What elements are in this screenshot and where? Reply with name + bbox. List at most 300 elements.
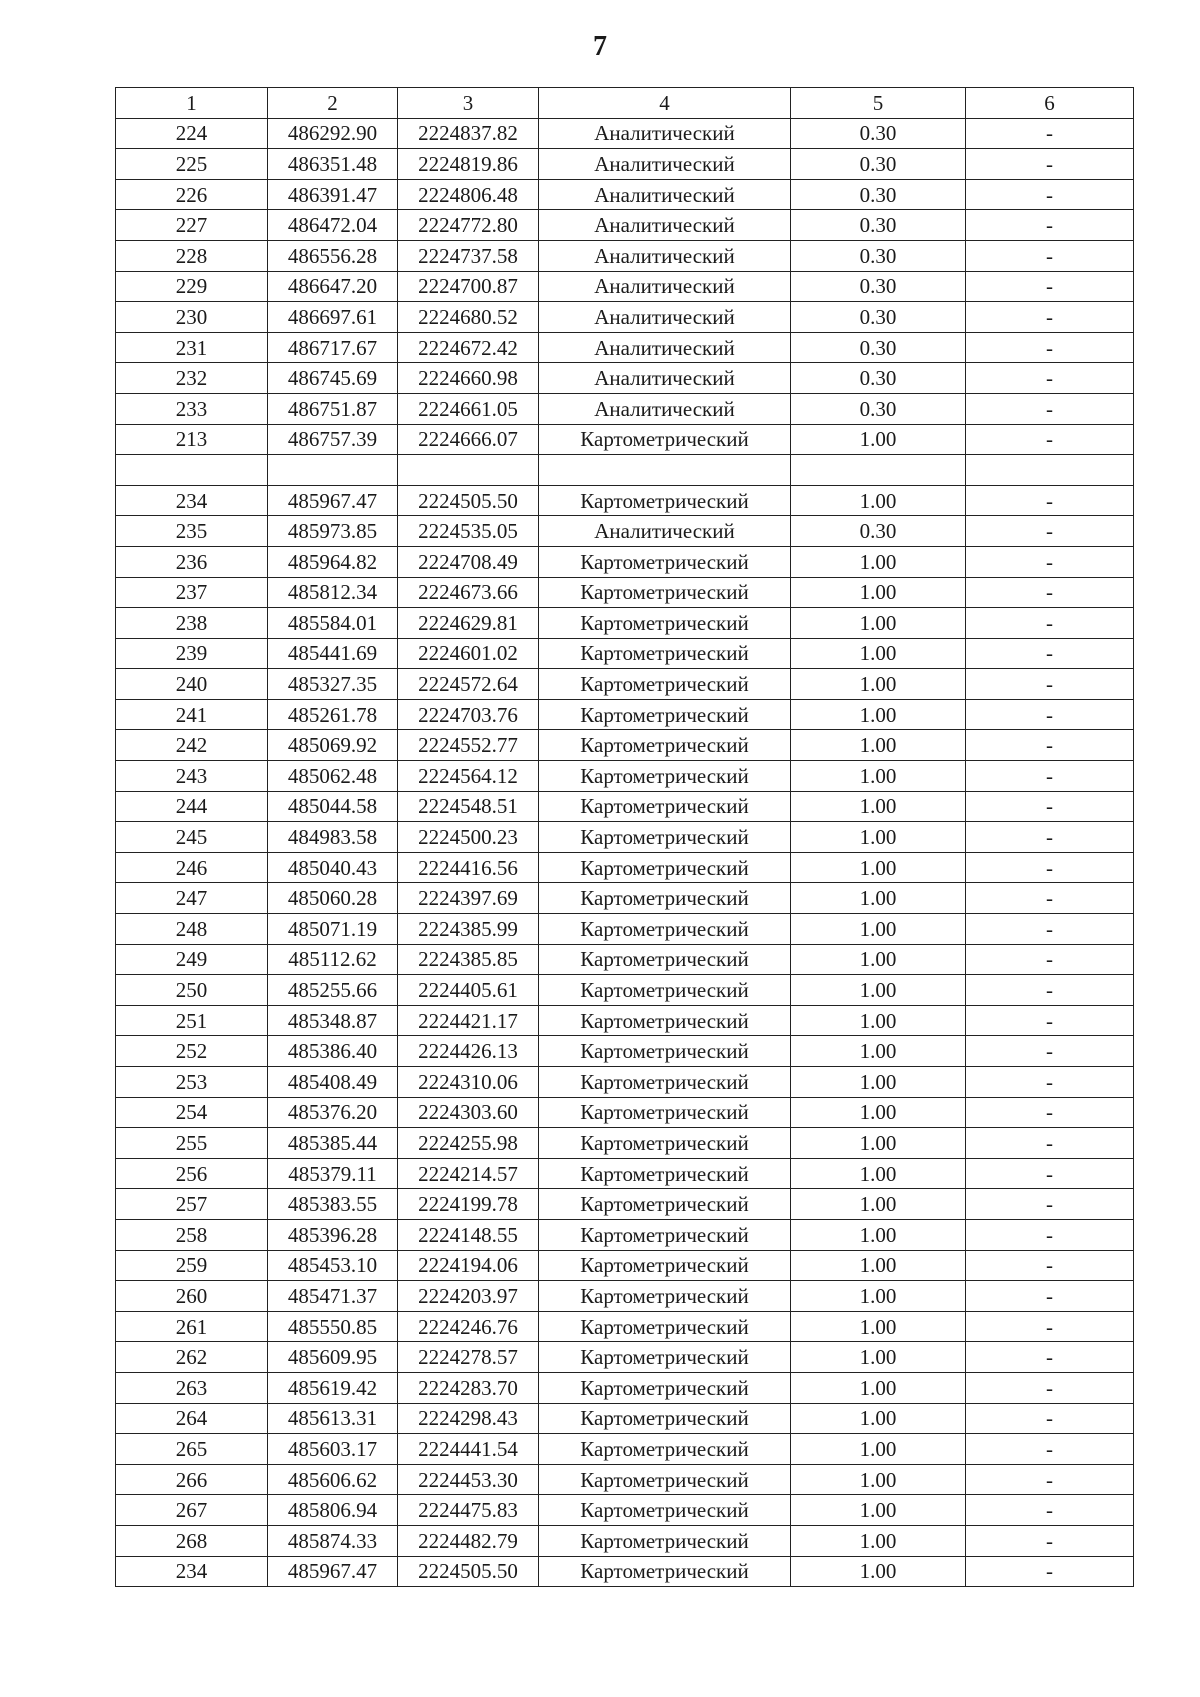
- table-row: [116, 118, 1134, 149]
- point-number-cell: 233: [116, 393, 268, 424]
- method-cell: Картометрический: [539, 1067, 791, 1098]
- accuracy-cell: 0.30: [791, 516, 966, 547]
- table-row: [116, 608, 1134, 639]
- y-coordinate-cell: 2224819.86: [398, 149, 539, 180]
- y-coordinate-cell: 2224255.98: [398, 1128, 539, 1159]
- point-number-cell: 241: [116, 699, 268, 730]
- accuracy-cell: 1.00: [791, 1525, 966, 1556]
- method-cell: Картометрический: [539, 975, 791, 1006]
- method-cell: Аналитический: [539, 271, 791, 302]
- note-cell: -: [966, 669, 1134, 700]
- x-coordinate-cell: 485386.40: [268, 1036, 398, 1067]
- note-cell: -: [966, 332, 1134, 363]
- accuracy-cell: 1.00: [791, 1005, 966, 1036]
- y-coordinate-cell: 2224564.12: [398, 761, 539, 792]
- point-number-cell: 262: [116, 1342, 268, 1373]
- note-cell: -: [966, 1189, 1134, 1220]
- accuracy-cell: 1.00: [791, 1311, 966, 1342]
- x-coordinate-cell: 485112.62: [268, 944, 398, 975]
- method-cell: Картометрический: [539, 485, 791, 516]
- y-coordinate-cell: 2224214.57: [398, 1158, 539, 1189]
- note-cell: -: [966, 822, 1134, 853]
- accuracy-cell: 1.00: [791, 485, 966, 516]
- table-row: [116, 179, 1134, 210]
- note-cell: -: [966, 1067, 1134, 1098]
- accuracy-cell: 0.30: [791, 210, 966, 241]
- y-coordinate-cell: 2224700.87: [398, 271, 539, 302]
- note-cell: -: [966, 424, 1134, 455]
- accuracy-cell: 0.30: [791, 179, 966, 210]
- method-cell: Картометрический: [539, 1434, 791, 1465]
- table-row: [116, 1403, 1134, 1434]
- point-number-cell: 266: [116, 1464, 268, 1495]
- accuracy-cell: 1.00: [791, 608, 966, 639]
- accuracy-cell: 0.30: [791, 302, 966, 333]
- method-cell: Аналитический: [539, 332, 791, 363]
- method-cell: Картометрический: [539, 1097, 791, 1128]
- table-row: [116, 1281, 1134, 1312]
- table-row: [116, 149, 1134, 180]
- accuracy-cell: [791, 455, 966, 486]
- x-coordinate-cell: 485071.19: [268, 914, 398, 945]
- note-cell: -: [966, 1434, 1134, 1465]
- y-coordinate-cell: 2224303.60: [398, 1097, 539, 1128]
- note-cell: -: [966, 118, 1134, 149]
- method-cell: Картометрический: [539, 669, 791, 700]
- point-number-cell: 238: [116, 608, 268, 639]
- method-cell: Аналитический: [539, 393, 791, 424]
- x-coordinate-cell: 486472.04: [268, 210, 398, 241]
- note-cell: -: [966, 302, 1134, 333]
- accuracy-cell: 0.30: [791, 393, 966, 424]
- accuracy-cell: 1.00: [791, 1281, 966, 1312]
- point-number-cell: 255: [116, 1128, 268, 1159]
- note-cell: -: [966, 363, 1134, 394]
- table-row: [116, 1434, 1134, 1465]
- point-number-cell: 224: [116, 118, 268, 149]
- table-row: [116, 1250, 1134, 1281]
- y-coordinate-cell: 2224572.64: [398, 669, 539, 700]
- point-number-cell: 242: [116, 730, 268, 761]
- method-cell: Картометрический: [539, 852, 791, 883]
- x-coordinate-cell: 485385.44: [268, 1128, 398, 1159]
- accuracy-cell: 1.00: [791, 883, 966, 914]
- accuracy-cell: 1.00: [791, 1189, 966, 1220]
- note-cell: -: [966, 791, 1134, 822]
- note-cell: -: [966, 852, 1134, 883]
- point-number-cell: 237: [116, 577, 268, 608]
- accuracy-cell: 0.30: [791, 271, 966, 302]
- point-number-cell: 231: [116, 332, 268, 363]
- method-cell: Картометрический: [539, 638, 791, 669]
- point-number-cell: 239: [116, 638, 268, 669]
- method-cell: Картометрический: [539, 546, 791, 577]
- column-header-3: 3: [398, 88, 539, 119]
- note-cell: -: [966, 1005, 1134, 1036]
- method-cell: Картометрический: [539, 1036, 791, 1067]
- accuracy-cell: 1.00: [791, 1464, 966, 1495]
- table-row: [116, 363, 1134, 394]
- x-coordinate-cell: 485964.82: [268, 546, 398, 577]
- y-coordinate-cell: 2224416.56: [398, 852, 539, 883]
- method-cell: Аналитический: [539, 516, 791, 547]
- note-cell: -: [966, 608, 1134, 639]
- table-row: [116, 883, 1134, 914]
- x-coordinate-cell: 485408.49: [268, 1067, 398, 1098]
- y-coordinate-cell: 2224806.48: [398, 179, 539, 210]
- note-cell: -: [966, 1556, 1134, 1587]
- x-coordinate-cell: 485471.37: [268, 1281, 398, 1312]
- x-coordinate-cell: 486757.39: [268, 424, 398, 455]
- table-row: [116, 577, 1134, 608]
- note-cell: -: [966, 516, 1134, 547]
- method-cell: Картометрический: [539, 1342, 791, 1373]
- accuracy-cell: 1.00: [791, 1036, 966, 1067]
- table-row: [116, 638, 1134, 669]
- table-row: [116, 1158, 1134, 1189]
- note-cell: -: [966, 1128, 1134, 1159]
- y-coordinate-cell: 2224310.06: [398, 1067, 539, 1098]
- x-coordinate-cell: 485874.33: [268, 1525, 398, 1556]
- y-coordinate-cell: 2224148.55: [398, 1219, 539, 1250]
- x-coordinate-cell: 485550.85: [268, 1311, 398, 1342]
- y-coordinate-cell: 2224246.76: [398, 1311, 539, 1342]
- x-coordinate-cell: 485619.42: [268, 1372, 398, 1403]
- table-body: [116, 118, 1134, 1587]
- method-cell: Картометрический: [539, 1128, 791, 1159]
- table-header-row: [116, 88, 1134, 119]
- method-cell: Картометрический: [539, 883, 791, 914]
- x-coordinate-cell: 485806.94: [268, 1495, 398, 1526]
- table-row: [116, 1128, 1134, 1159]
- page-number: 7: [593, 31, 607, 62]
- y-coordinate-cell: 2224475.83: [398, 1495, 539, 1526]
- y-coordinate-cell: 2224482.79: [398, 1525, 539, 1556]
- x-coordinate-cell: 485603.17: [268, 1434, 398, 1465]
- x-coordinate-cell: 485044.58: [268, 791, 398, 822]
- x-coordinate-cell: 485584.01: [268, 608, 398, 639]
- x-coordinate-cell: 485261.78: [268, 699, 398, 730]
- y-coordinate-cell: 2224385.85: [398, 944, 539, 975]
- note-cell: -: [966, 149, 1134, 180]
- method-cell: Картометрический: [539, 1464, 791, 1495]
- method-cell: Картометрический: [539, 1189, 791, 1220]
- point-number-cell: 232: [116, 363, 268, 394]
- accuracy-cell: 1.00: [791, 1495, 966, 1526]
- point-number-cell: 261: [116, 1311, 268, 1342]
- x-coordinate-cell: [268, 455, 398, 486]
- x-coordinate-cell: 485060.28: [268, 883, 398, 914]
- accuracy-cell: 1.00: [791, 424, 966, 455]
- note-cell: -: [966, 975, 1134, 1006]
- table-row: [116, 975, 1134, 1006]
- table-row: [116, 1342, 1134, 1373]
- note-cell: -: [966, 914, 1134, 945]
- point-number-cell: 247: [116, 883, 268, 914]
- accuracy-cell: 0.30: [791, 149, 966, 180]
- accuracy-cell: 1.00: [791, 1219, 966, 1250]
- table-row: [116, 424, 1134, 455]
- point-number-cell: 235: [116, 516, 268, 547]
- x-coordinate-cell: 485383.55: [268, 1189, 398, 1220]
- method-cell: Аналитический: [539, 363, 791, 394]
- point-number-cell: 254: [116, 1097, 268, 1128]
- accuracy-cell: 1.00: [791, 577, 966, 608]
- point-number-cell: 234: [116, 485, 268, 516]
- column-header-1: 1: [116, 88, 268, 119]
- table-row: [116, 1464, 1134, 1495]
- method-cell: Картометрический: [539, 1250, 791, 1281]
- accuracy-cell: 0.30: [791, 363, 966, 394]
- column-header-5: 5: [791, 88, 966, 119]
- point-number-cell: 260: [116, 1281, 268, 1312]
- y-coordinate-cell: 2224278.57: [398, 1342, 539, 1373]
- point-number-cell: [116, 455, 268, 486]
- table-row: [116, 1525, 1134, 1556]
- accuracy-cell: 1.00: [791, 1342, 966, 1373]
- y-coordinate-cell: 2224535.05: [398, 516, 539, 547]
- x-coordinate-cell: 485255.66: [268, 975, 398, 1006]
- x-coordinate-cell: 485396.28: [268, 1219, 398, 1250]
- table-row: [116, 1495, 1134, 1526]
- note-cell: -: [966, 1372, 1134, 1403]
- table-row: [116, 1311, 1134, 1342]
- point-number-cell: 251: [116, 1005, 268, 1036]
- method-cell: [539, 455, 791, 486]
- accuracy-cell: 1.00: [791, 699, 966, 730]
- point-number-cell: 267: [116, 1495, 268, 1526]
- method-cell: Картометрический: [539, 608, 791, 639]
- x-coordinate-cell: 485069.92: [268, 730, 398, 761]
- x-coordinate-cell: 485348.87: [268, 1005, 398, 1036]
- point-number-cell: 268: [116, 1525, 268, 1556]
- column-header-4: 4: [539, 88, 791, 119]
- y-coordinate-cell: 2224298.43: [398, 1403, 539, 1434]
- table-row: [116, 393, 1134, 424]
- accuracy-cell: 0.30: [791, 118, 966, 149]
- method-cell: Картометрический: [539, 944, 791, 975]
- note-cell: -: [966, 1464, 1134, 1495]
- point-number-cell: 253: [116, 1067, 268, 1098]
- accuracy-cell: 1.00: [791, 1250, 966, 1281]
- y-coordinate-cell: [398, 455, 539, 486]
- table-row: [116, 1067, 1134, 1098]
- method-cell: Картометрический: [539, 424, 791, 455]
- y-coordinate-cell: 2224629.81: [398, 608, 539, 639]
- accuracy-cell: 1.00: [791, 730, 966, 761]
- table-row: [116, 944, 1134, 975]
- point-number-cell: 250: [116, 975, 268, 1006]
- x-coordinate-cell: 485441.69: [268, 638, 398, 669]
- point-number-cell: 259: [116, 1250, 268, 1281]
- table-row: [116, 240, 1134, 271]
- method-cell: Картометрический: [539, 577, 791, 608]
- y-coordinate-cell: 2224453.30: [398, 1464, 539, 1495]
- table-row: [116, 546, 1134, 577]
- table-row: [116, 669, 1134, 700]
- y-coordinate-cell: 2224666.07: [398, 424, 539, 455]
- x-coordinate-cell: 484983.58: [268, 822, 398, 853]
- point-number-cell: 258: [116, 1219, 268, 1250]
- x-coordinate-cell: 486391.47: [268, 179, 398, 210]
- note-cell: -: [966, 1250, 1134, 1281]
- x-coordinate-cell: 485062.48: [268, 761, 398, 792]
- table-row: [116, 1097, 1134, 1128]
- method-cell: Аналитический: [539, 240, 791, 271]
- table-row: [116, 699, 1134, 730]
- table-row: [116, 1036, 1134, 1067]
- point-number-cell: 264: [116, 1403, 268, 1434]
- table-row: [116, 1189, 1134, 1220]
- y-coordinate-cell: 2224283.70: [398, 1372, 539, 1403]
- point-number-cell: 263: [116, 1372, 268, 1403]
- accuracy-cell: 0.30: [791, 240, 966, 271]
- x-coordinate-cell: 485967.47: [268, 485, 398, 516]
- table-row: [116, 516, 1134, 547]
- note-cell: -: [966, 210, 1134, 241]
- y-coordinate-cell: 2224194.06: [398, 1250, 539, 1281]
- note-cell: -: [966, 546, 1134, 577]
- table-row: [116, 455, 1134, 486]
- x-coordinate-cell: 485379.11: [268, 1158, 398, 1189]
- method-cell: Аналитический: [539, 118, 791, 149]
- note-cell: -: [966, 1495, 1134, 1526]
- y-coordinate-cell: 2224703.76: [398, 699, 539, 730]
- accuracy-cell: 1.00: [791, 944, 966, 975]
- accuracy-cell: 1.00: [791, 761, 966, 792]
- accuracy-cell: 1.00: [791, 1158, 966, 1189]
- note-cell: -: [966, 883, 1134, 914]
- y-coordinate-cell: 2224203.97: [398, 1281, 539, 1312]
- note-cell: -: [966, 1281, 1134, 1312]
- accuracy-cell: 1.00: [791, 1372, 966, 1403]
- y-coordinate-cell: 2224837.82: [398, 118, 539, 149]
- point-number-cell: 229: [116, 271, 268, 302]
- point-number-cell: 228: [116, 240, 268, 271]
- x-coordinate-cell: 485606.62: [268, 1464, 398, 1495]
- note-cell: -: [966, 638, 1134, 669]
- accuracy-cell: 1.00: [791, 1128, 966, 1159]
- y-coordinate-cell: 2224385.99: [398, 914, 539, 945]
- note-cell: -: [966, 1525, 1134, 1556]
- method-cell: Картометрический: [539, 699, 791, 730]
- method-cell: Аналитический: [539, 210, 791, 241]
- table-row: [116, 1556, 1134, 1587]
- method-cell: Картометрический: [539, 1219, 791, 1250]
- accuracy-cell: 1.00: [791, 669, 966, 700]
- y-coordinate-cell: 2224548.51: [398, 791, 539, 822]
- x-coordinate-cell: 486292.90: [268, 118, 398, 149]
- y-coordinate-cell: 2224660.98: [398, 363, 539, 394]
- note-cell: -: [966, 1403, 1134, 1434]
- x-coordinate-cell: 485967.47: [268, 1556, 398, 1587]
- table-row: [116, 1005, 1134, 1036]
- point-number-cell: 213: [116, 424, 268, 455]
- table-row: [116, 485, 1134, 516]
- x-coordinate-cell: 486556.28: [268, 240, 398, 271]
- y-coordinate-cell: 2224708.49: [398, 546, 539, 577]
- note-cell: -: [966, 1311, 1134, 1342]
- column-header-6: 6: [966, 88, 1134, 119]
- x-coordinate-cell: 485327.35: [268, 669, 398, 700]
- y-coordinate-cell: 2224421.17: [398, 1005, 539, 1036]
- x-coordinate-cell: 486647.20: [268, 271, 398, 302]
- note-cell: -: [966, 1158, 1134, 1189]
- method-cell: Картометрический: [539, 1525, 791, 1556]
- point-number-cell: 245: [116, 822, 268, 853]
- table-row: [116, 822, 1134, 853]
- x-coordinate-cell: 486751.87: [268, 393, 398, 424]
- point-number-cell: 225: [116, 149, 268, 180]
- method-cell: Картометрический: [539, 1281, 791, 1312]
- method-cell: Картометрический: [539, 730, 791, 761]
- method-cell: Картометрический: [539, 1158, 791, 1189]
- method-cell: Аналитический: [539, 302, 791, 333]
- table-row: [116, 1219, 1134, 1250]
- method-cell: Картометрический: [539, 1556, 791, 1587]
- point-number-cell: 227: [116, 210, 268, 241]
- point-number-cell: 265: [116, 1434, 268, 1465]
- y-coordinate-cell: 2224397.69: [398, 883, 539, 914]
- method-cell: Картометрический: [539, 1005, 791, 1036]
- accuracy-cell: 1.00: [791, 791, 966, 822]
- y-coordinate-cell: 2224661.05: [398, 393, 539, 424]
- note-cell: -: [966, 1097, 1134, 1128]
- coordinates-table: [115, 87, 1134, 1587]
- y-coordinate-cell: 2224405.61: [398, 975, 539, 1006]
- table-row: [116, 761, 1134, 792]
- accuracy-cell: 1.00: [791, 1403, 966, 1434]
- x-coordinate-cell: 486697.61: [268, 302, 398, 333]
- table-row: [116, 302, 1134, 333]
- method-cell: Картометрический: [539, 822, 791, 853]
- note-cell: -: [966, 944, 1134, 975]
- note-cell: -: [966, 393, 1134, 424]
- note-cell: -: [966, 1036, 1134, 1067]
- method-cell: Картометрический: [539, 1372, 791, 1403]
- point-number-cell: 256: [116, 1158, 268, 1189]
- table-row: [116, 1372, 1134, 1403]
- note-cell: -: [966, 240, 1134, 271]
- note-cell: -: [966, 730, 1134, 761]
- accuracy-cell: 1.00: [791, 822, 966, 853]
- method-cell: Аналитический: [539, 149, 791, 180]
- x-coordinate-cell: 485973.85: [268, 516, 398, 547]
- x-coordinate-cell: 486717.67: [268, 332, 398, 363]
- point-number-cell: 249: [116, 944, 268, 975]
- point-number-cell: 230: [116, 302, 268, 333]
- point-number-cell: 252: [116, 1036, 268, 1067]
- point-number-cell: 246: [116, 852, 268, 883]
- table-row: [116, 210, 1134, 241]
- y-coordinate-cell: 2224441.54: [398, 1434, 539, 1465]
- note-cell: -: [966, 485, 1134, 516]
- x-coordinate-cell: 485376.20: [268, 1097, 398, 1128]
- x-coordinate-cell: 485453.10: [268, 1250, 398, 1281]
- y-coordinate-cell: 2224505.50: [398, 1556, 539, 1587]
- note-cell: -: [966, 577, 1134, 608]
- accuracy-cell: 0.30: [791, 332, 966, 363]
- y-coordinate-cell: 2224673.66: [398, 577, 539, 608]
- point-number-cell: 240: [116, 669, 268, 700]
- point-number-cell: 236: [116, 546, 268, 577]
- x-coordinate-cell: 485812.34: [268, 577, 398, 608]
- method-cell: Картометрический: [539, 791, 791, 822]
- accuracy-cell: 1.00: [791, 1097, 966, 1128]
- point-number-cell: 226: [116, 179, 268, 210]
- accuracy-cell: 1.00: [791, 1434, 966, 1465]
- y-coordinate-cell: 2224772.80: [398, 210, 539, 241]
